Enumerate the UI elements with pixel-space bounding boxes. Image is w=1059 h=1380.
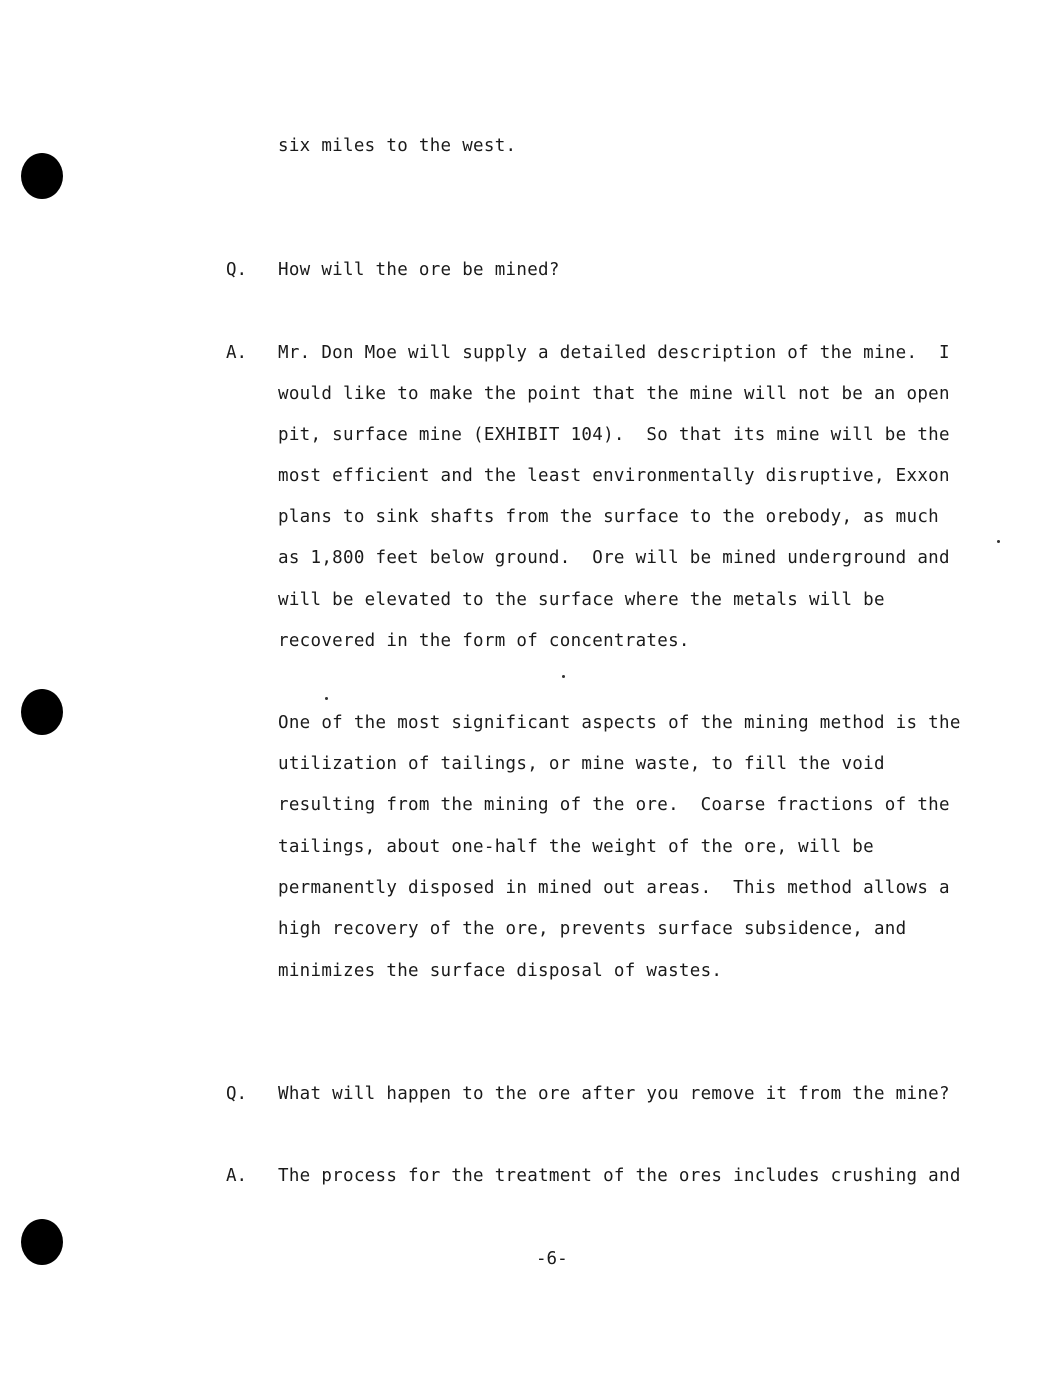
- question-marker: Q.: [226, 260, 248, 280]
- text-line: six miles to the west.: [278, 136, 517, 156]
- text-line: resulting from the mining of the ore. Coarse fractions of the: [278, 795, 950, 815]
- punch-hole-bottom: [21, 1219, 63, 1265]
- question-marker: Q.: [226, 1084, 248, 1104]
- text-line: pit, surface mine (EXHIBIT 104). So that its mine will be the: [278, 425, 950, 445]
- text-line: recovered in the form of concentrates.: [278, 631, 690, 651]
- scan-speck: [997, 540, 1000, 543]
- answer-marker: A.: [226, 1166, 248, 1186]
- text-line: most efficient and the least environmentally disruptive, Exxon: [278, 466, 950, 486]
- punch-hole-middle: [21, 689, 63, 735]
- text-line: would like to make the point that the mine will not be an open: [278, 384, 950, 404]
- page-number: -6-: [536, 1249, 568, 1269]
- text-line: The process for the treatment of the ores includes crushing and: [278, 1166, 961, 1186]
- text-line: permanently disposed in mined out areas. This method allows a: [278, 878, 950, 898]
- text-line: high recovery of the ore, prevents surface subsidence, and: [278, 919, 907, 939]
- text-line: tailings, about one-half the weight of the ore, will be: [278, 837, 874, 857]
- text-line: minimizes the surface disposal of wastes.: [278, 961, 723, 981]
- text-line: will be elevated to the surface where the metals will be: [278, 590, 885, 610]
- answer-marker: A.: [226, 343, 248, 363]
- text-line: utilization of tailings, or mine waste, to fill the void: [278, 754, 885, 774]
- question-text: What will happen to the ore after you remove it from the mine?: [278, 1084, 950, 1104]
- text-line: One of the most significant aspects of the mining method is the: [278, 713, 961, 733]
- text-line: plans to sink shafts from the surface to the orebody, as much: [278, 507, 939, 527]
- text-line: as 1,800 feet below ground. Ore will be mined underground and: [278, 548, 950, 568]
- text-line: Mr. Don Moe will supply a detailed description of the mine. I: [278, 343, 950, 363]
- punch-hole-top: [21, 153, 63, 199]
- scan-speck: [325, 697, 328, 700]
- scan-speck: [562, 675, 565, 678]
- question-text: How will the ore be mined?: [278, 260, 560, 280]
